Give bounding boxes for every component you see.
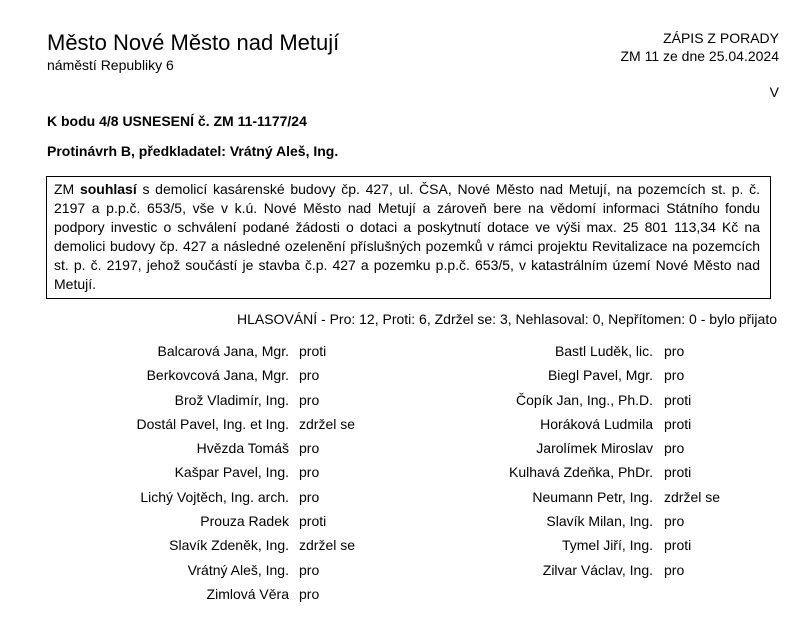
member-name: Kašpar Pavel, Ing. [174, 464, 289, 481]
votes-right-column [0, 343, 721, 586]
member-vote: proti [664, 464, 692, 481]
vote-row [0, 343, 685, 367]
member-vote: proti [664, 415, 692, 432]
section-mark: V [769, 84, 779, 100]
counter-proposal: Protinávrh B, předkladatel: Vrátný Aleš, Ing. [47, 143, 339, 159]
member-name: Tymel Jiří, Ing. [561, 537, 653, 554]
vote-row [0, 464, 692, 488]
member-name: Lichý Vojtěch, Ing. arch. [140, 488, 289, 505]
member-name: Čopík Jan, Ing., Ph.D. [516, 391, 653, 408]
resolution-box [46, 176, 771, 299]
member-name: Bastl Luděk, lic. [554, 343, 653, 359]
document-meta: ZM 11 ze dne 25.04.2024 [620, 48, 779, 64]
member-name: Dostál Pavel, Ing. et Ing. [136, 415, 289, 432]
vote-row [0, 585, 320, 610]
member-name: Berkovcová Jana, Mgr. [146, 367, 289, 384]
member-name: Horáková Ludmila [540, 415, 653, 432]
member-name: Prouza Radek [200, 513, 289, 530]
vote-row [0, 391, 692, 416]
vote-row [0, 561, 685, 586]
member-name: Kulhavá Zdeňka, PhDr. [509, 464, 653, 481]
member-vote: pro [299, 440, 320, 457]
member-vote: pro [299, 391, 320, 408]
member-vote: pro [299, 464, 320, 481]
member-name: Vrátný Aleš, Ing. [187, 561, 289, 578]
city-name: Město Nové Město nad Metují [47, 30, 340, 55]
member-name: Brož Vladimír, Ing. [174, 391, 289, 408]
document-type: ZÁPIS Z PORADY [663, 30, 779, 46]
member-vote: pro [664, 343, 685, 359]
resolution-text: s demolicí kasárenské budovy čp. 427, ul. ČSA, Nové Město nad Metují, na pozemcích st. p. č. 2197 a p.p.č. 653/5, vše v k.ú. Nové Město nad Metují a zároveň bere na vědomí informaci Státního fondu podpory investic o schválení podané žádosti o dotaci a poskytnutí dotace ve výši max. 25 801 113,34 Kč na demolici budovy čp. 427 a následné ozelenění příslušných pozemků v rámci projektu Revitalizace na pozemcích st. p. č. 2197, jehož součástí je stavba č.p. 427 a pozemku p.p.č. 653/5, v katastrálním území Nové Město nad Metují. [54, 181, 760, 292]
member-vote: pro [664, 561, 685, 578]
member-vote: pro [664, 440, 685, 457]
member-vote: proti [664, 537, 692, 554]
vote-row [0, 537, 692, 561]
member-vote: pro [299, 367, 320, 384]
member-name: Zimlová Věra [206, 585, 289, 602]
vote-row [0, 367, 685, 391]
member-name: Jarolímek Miroslav [536, 440, 653, 457]
member-name: Hvězda Tomáš [196, 440, 289, 457]
member-name: Biegl Pavel, Mgr. [547, 367, 653, 384]
member-name: Balcarová Jana, Mgr. [157, 343, 289, 359]
resolution-verb: souhlasí [79, 181, 137, 197]
member-vote: zdržel se [664, 488, 721, 505]
member-name: Slavík Zdeněk, Ing. [169, 537, 289, 554]
member-name: Neumann Petr, Ing. [532, 488, 653, 505]
member-vote: pro [299, 561, 320, 578]
member-vote: pro [664, 367, 685, 384]
vote-row [0, 488, 721, 513]
city-address: náměstí Republiky 6 [47, 57, 174, 73]
resolution-prefix: ZM [54, 181, 75, 197]
vote-row [0, 513, 685, 537]
member-vote: zdržel se [299, 537, 356, 554]
item-title: K bodu 4/8 USNESENÍ č. ZM 11-1177/24 [47, 113, 307, 129]
member-vote: proti [299, 513, 327, 530]
member-name: Zilvar Václav, Ing. [542, 561, 653, 578]
member-vote: pro [299, 488, 320, 505]
member-name: Slavík Milan, Ing. [546, 513, 653, 530]
vote-row [0, 440, 685, 464]
member-vote: zdržel se [299, 415, 356, 432]
vote-row [0, 415, 692, 440]
voting-summary: HLASOVÁNÍ - Pro: 12, Proti: 6, Zdržel se: 3, Nehlasoval: 0, Nepřítomen: 0 - bylo přijato [236, 311, 777, 327]
member-vote: pro [664, 513, 685, 530]
member-vote: proti [664, 391, 692, 408]
member-vote: pro [299, 585, 320, 602]
member-vote: proti [299, 343, 327, 359]
